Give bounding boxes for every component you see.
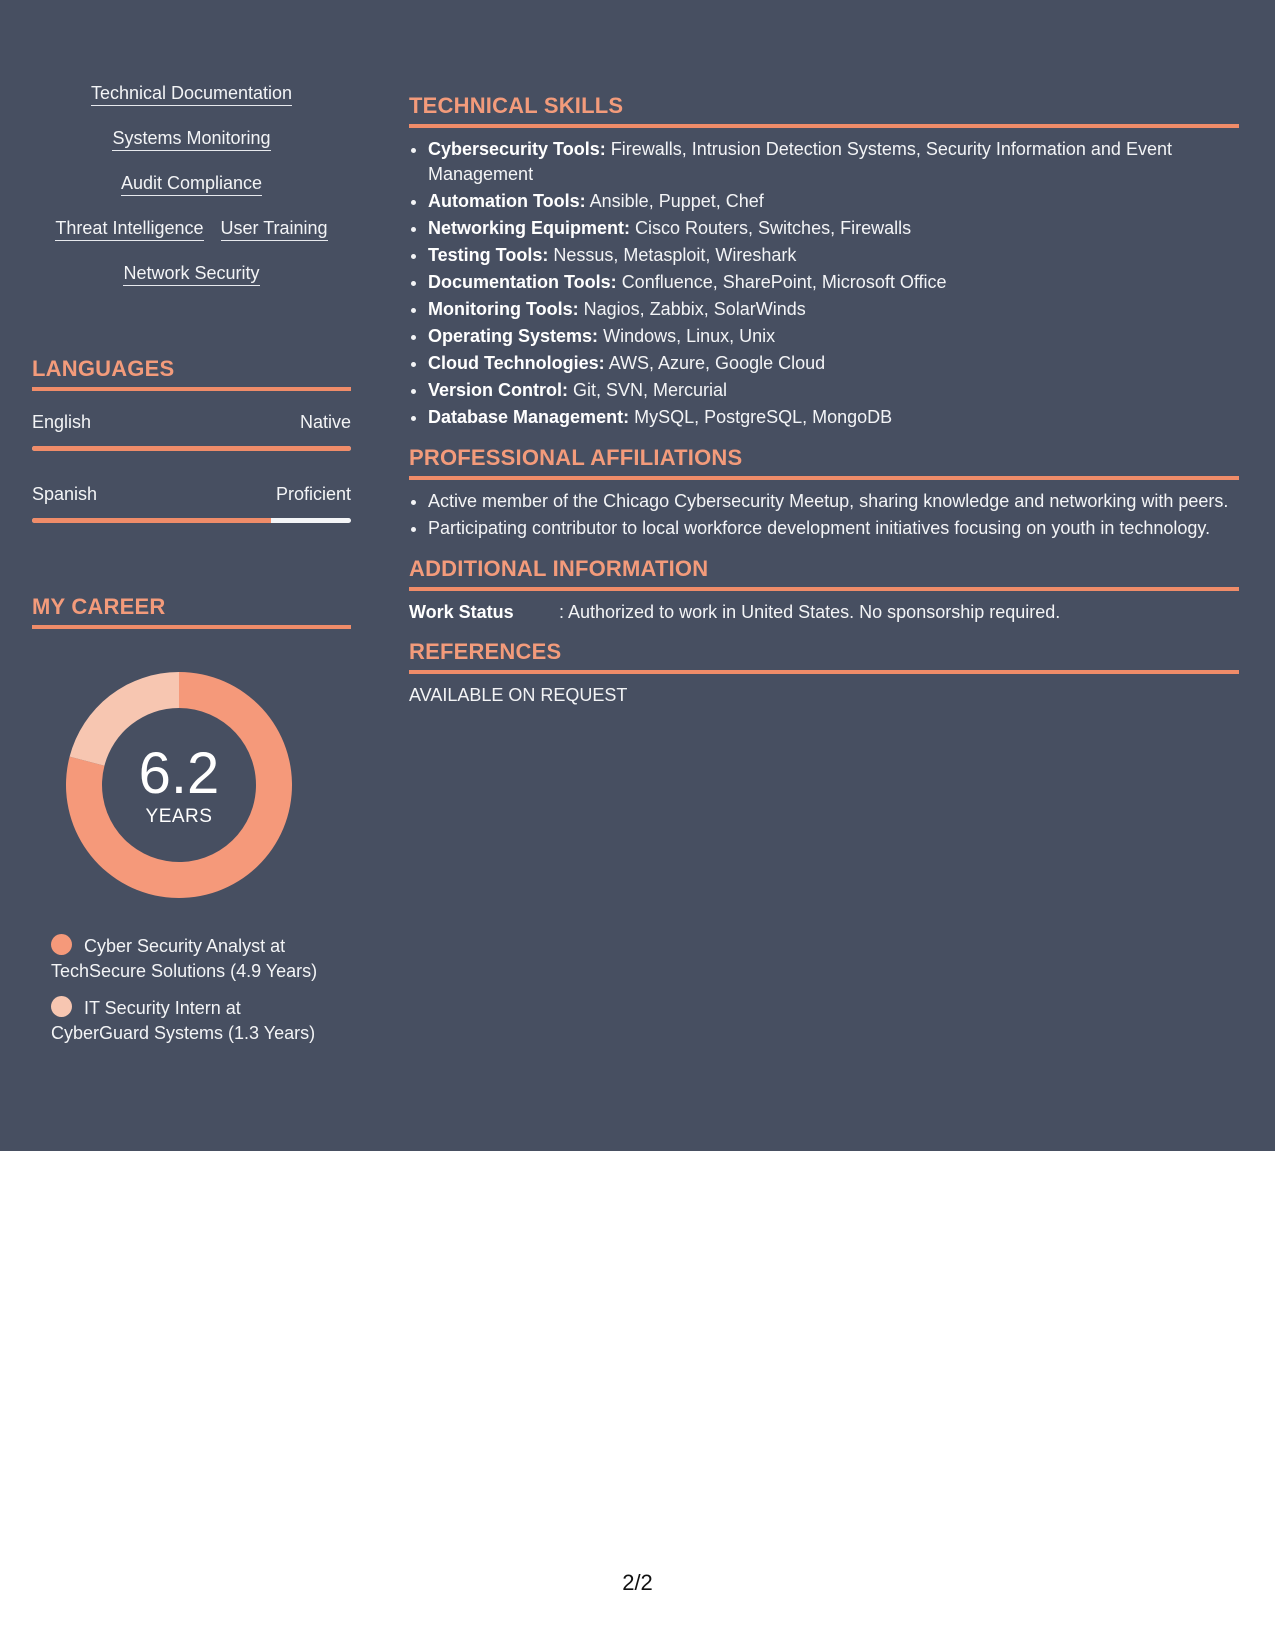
skill-values: Windows, Linux, Unix (603, 326, 776, 346)
references-text: AVAILABLE ON REQUEST (409, 685, 628, 705)
language-item (32, 411, 351, 451)
skill-tag: User Training (221, 217, 328, 241)
legend-dot (51, 996, 72, 1017)
skill-values: Ansible, Puppet, Chef (589, 191, 764, 211)
language-row (32, 483, 351, 505)
skill-tag: Threat Intelligence (55, 217, 203, 241)
career-total-years: 6.2 (138, 741, 220, 806)
work-status-row (409, 600, 1239, 624)
skill-item (428, 405, 1239, 430)
skill-values: AWS, Azure, Google Cloud (608, 353, 826, 373)
affiliation-item: • Participating contributor to local workforce development initiatives focusing on youth in technology. (428, 516, 1239, 541)
donut-center (66, 672, 292, 898)
additional-info-title: ADDITIONAL INFORMATION (409, 555, 1239, 591)
skill-category: Documentation Tools: (428, 272, 617, 292)
skill-tag: Technical Documentation (91, 82, 292, 106)
skill-item (428, 137, 1239, 187)
affiliation-item: • Active member of the Chicago Cybersecurity Meetup, sharing knowledge and networking with peers. (428, 489, 1239, 514)
skill-tag-row (32, 262, 351, 307)
skill-tag-row (32, 127, 351, 172)
skill-values: Firewalls, Intrusion Detection Systems, Security Information and Event Management (428, 139, 1172, 184)
skill-values: Git, SVN, Mercurial (573, 380, 728, 400)
skill-tag-row (32, 172, 351, 217)
skill-tag-row (32, 217, 351, 262)
skill-category: Networking Equipment: (428, 218, 630, 238)
language-name: Spanish (32, 484, 98, 504)
skill-item (428, 243, 1239, 268)
technical-skills-list (409, 137, 1239, 430)
skill-values: Confluence, SharePoint, Microsoft Office (621, 272, 947, 292)
language-row (32, 411, 351, 433)
skill-category: Cybersecurity Tools: (428, 139, 606, 159)
language-bar (32, 518, 351, 523)
skill-category: Testing Tools: (428, 245, 549, 265)
skill-values: Cisco Routers, Switches, Firewalls (635, 218, 912, 238)
career-title: MY CAREER (32, 593, 351, 629)
language-bar (32, 446, 351, 451)
language-item (32, 483, 351, 523)
skill-tag-row (32, 82, 351, 127)
language-bar-fill (32, 518, 271, 523)
skill-values: Nagios, Zabbix, SolarWinds (583, 299, 806, 319)
career-total-unit: YEARS (145, 806, 213, 827)
language-level: Proficient (275, 484, 351, 504)
languages-list (32, 411, 351, 523)
technical-skills-title: TECHNICAL SKILLS (409, 92, 1239, 128)
language-level: Native (299, 412, 351, 432)
skill-item (428, 297, 1239, 322)
languages-title: LANGUAGES (32, 355, 351, 391)
skill-values: MySQL, PostgreSQL, MongoDB (634, 407, 893, 427)
sidebar (32, 82, 351, 1058)
skill-category: Operating Systems: (428, 326, 599, 346)
skill-item (428, 324, 1239, 349)
skill-tag: Audit Compliance (121, 172, 262, 196)
work-status-value: : Authorized to work in United States. No sponsorship required. (559, 602, 1061, 622)
skill-item (428, 216, 1239, 241)
skill-category: Automation Tools: (428, 191, 586, 211)
language-bar-fill (32, 446, 351, 451)
skill-tags (32, 82, 351, 307)
skill-category: Database Management: (428, 407, 630, 427)
skill-item (428, 378, 1239, 403)
skill-tag: Systems Monitoring (112, 127, 270, 151)
skill-category: Cloud Technologies: (428, 353, 605, 373)
language-name: English (32, 412, 92, 432)
legend-dot (51, 934, 72, 955)
skill-item (428, 189, 1239, 214)
affiliations-list (409, 489, 1239, 541)
career-legend (51, 934, 331, 1046)
skill-category: Version Control: (428, 380, 569, 400)
career-legend-item (51, 934, 331, 984)
skill-tag: Network Security (123, 262, 259, 286)
career-legend-item (51, 996, 331, 1046)
career-role-label: Cyber Security Analyst at TechSecure Solutions (4.9 Years) (51, 936, 318, 981)
skill-category: Monitoring Tools: (428, 299, 579, 319)
skill-item (428, 351, 1239, 376)
skill-item (428, 270, 1239, 295)
career-role-label: IT Security Intern at CyberGuard Systems (1.3 Years) (51, 998, 316, 1043)
work-status-label: Work Status (409, 602, 514, 622)
skill-values: Nessus, Metasploit, Wireshark (553, 245, 797, 265)
page-number: 2/2 (622, 1570, 653, 1595)
affiliations-title: PROFESSIONAL AFFILIATIONS (409, 444, 1239, 480)
references-title: REFERENCES (409, 638, 1239, 674)
main-column (409, 92, 1239, 707)
career-donut (66, 672, 292, 898)
